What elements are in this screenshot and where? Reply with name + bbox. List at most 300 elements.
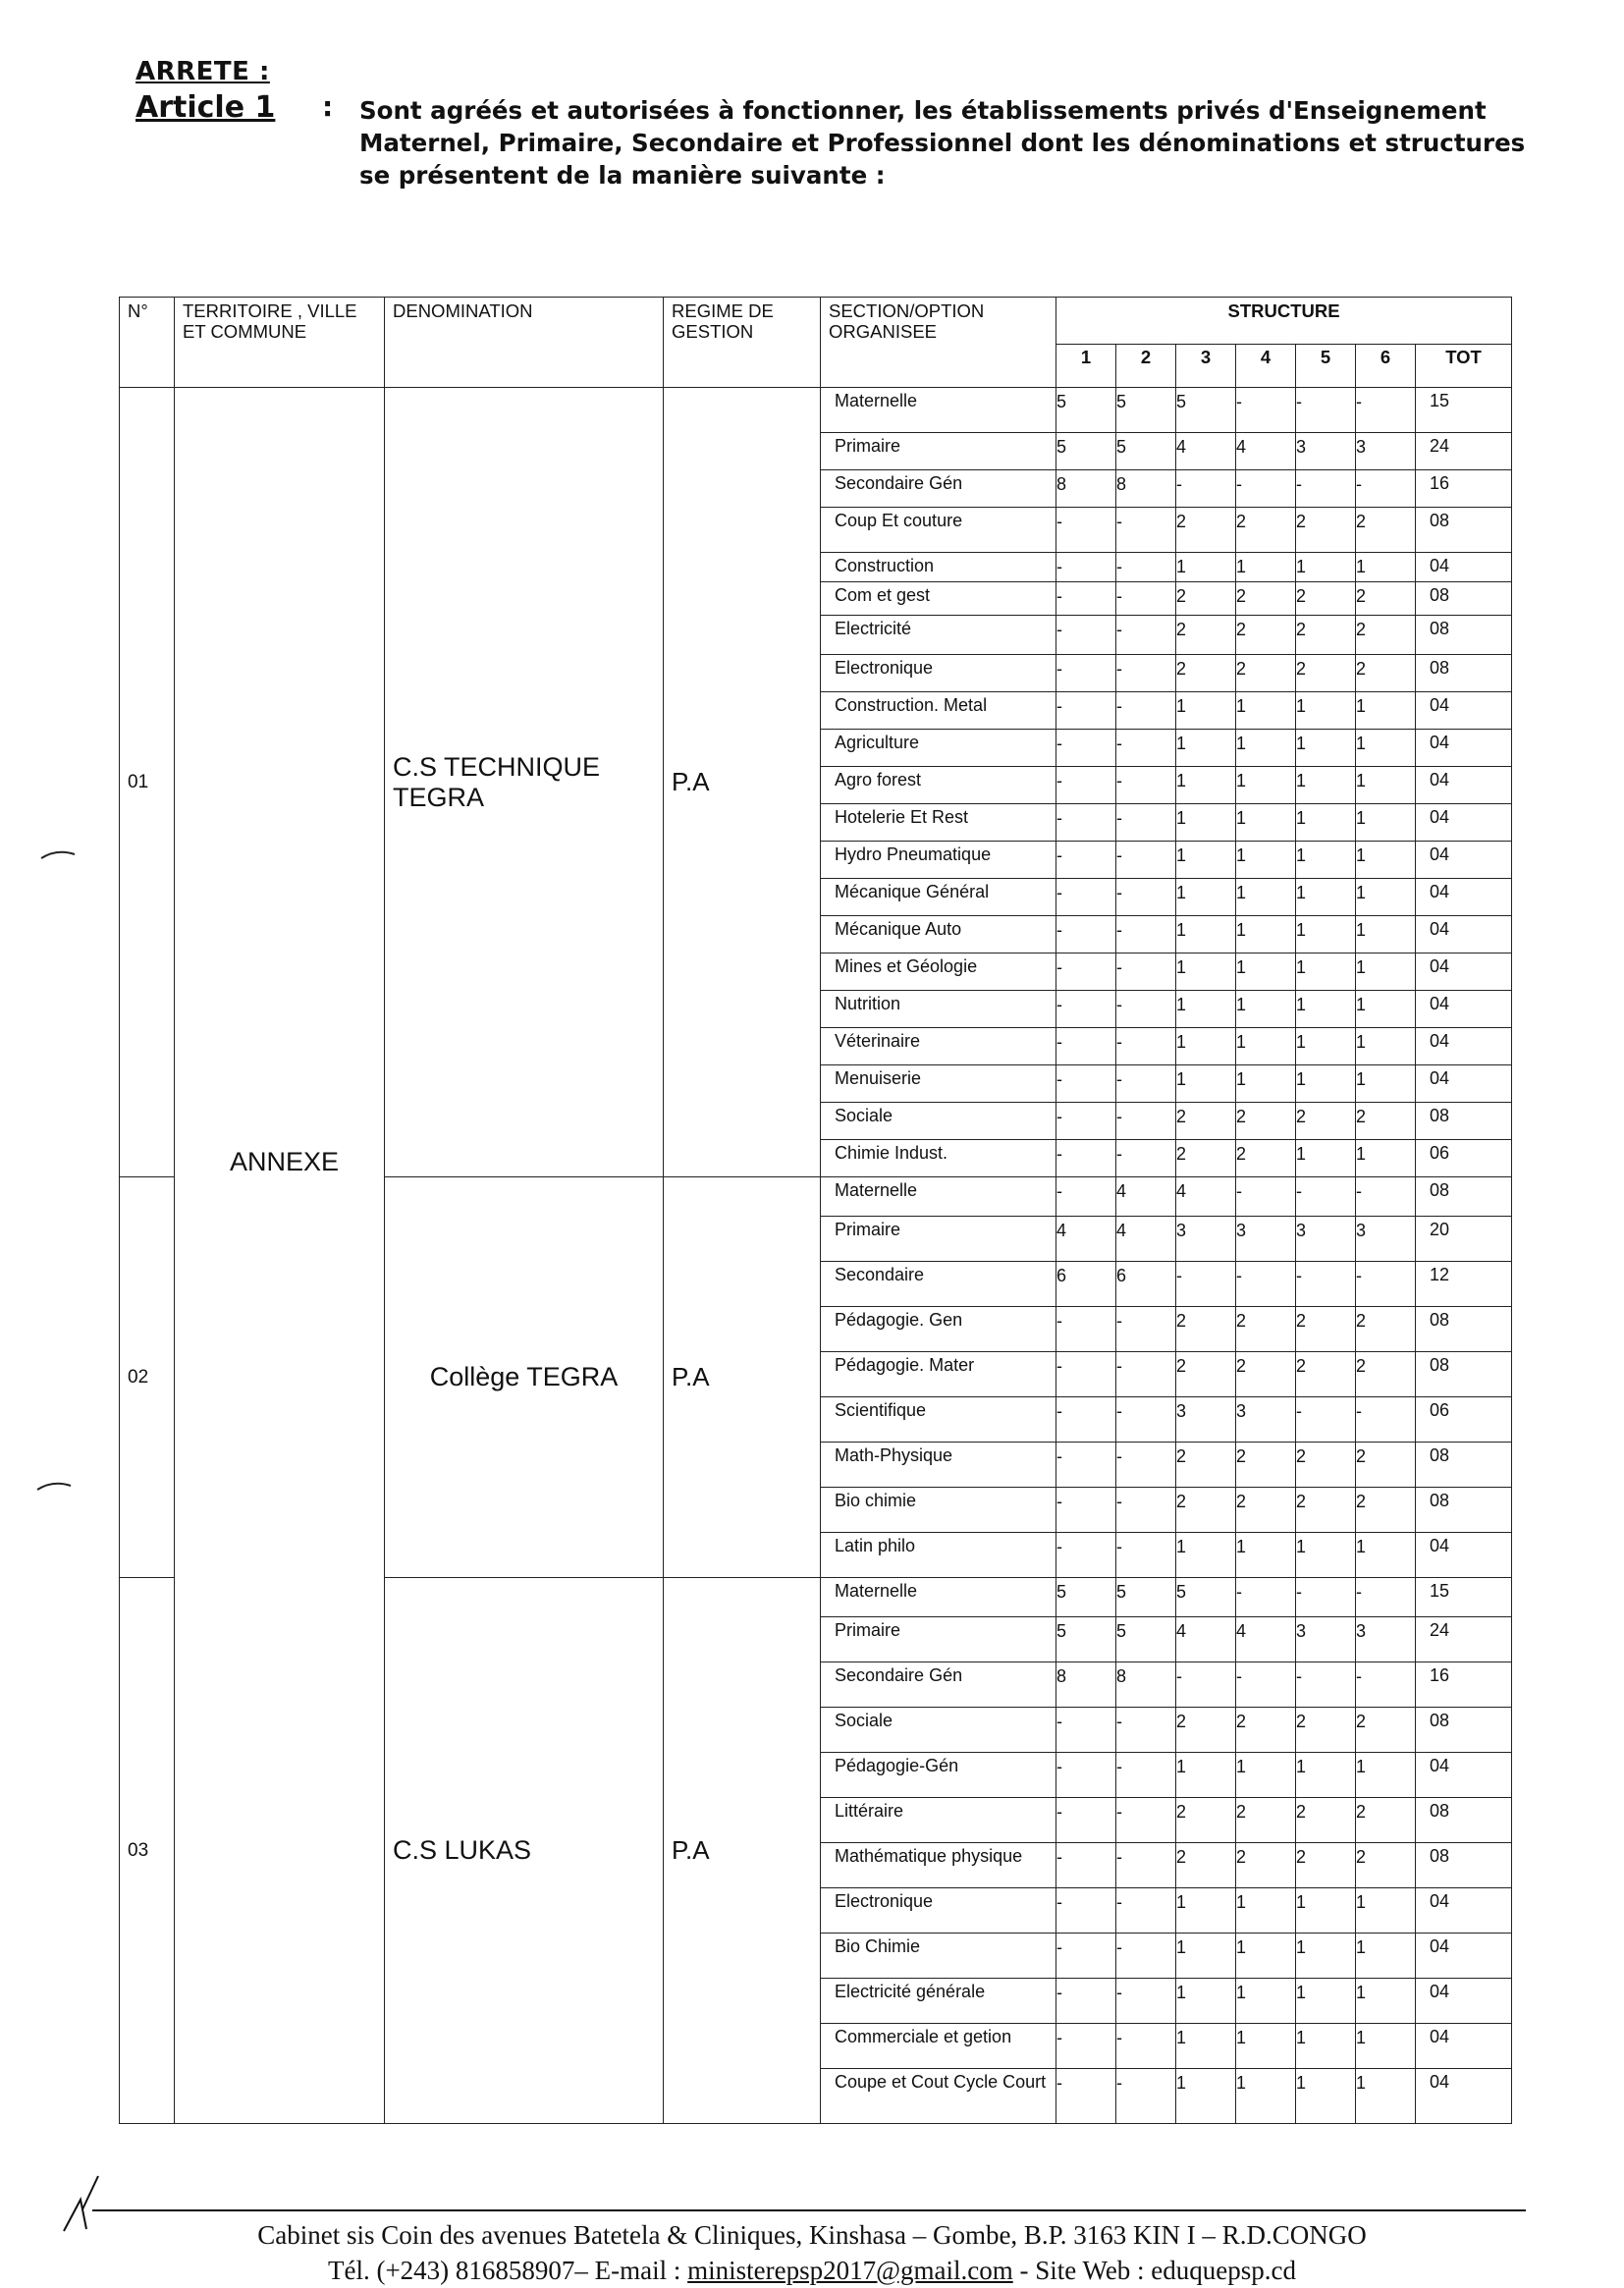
total-cell: 16 — [1416, 1662, 1512, 1708]
structure-cell: 1 — [1176, 1888, 1236, 1934]
structure-cell: - — [1116, 1843, 1176, 1888]
structure-cell: - — [1236, 1177, 1296, 1217]
structure-cell: - — [1116, 1103, 1176, 1140]
structure-cell: - — [1116, 1708, 1176, 1753]
structure-cell: - — [1296, 1262, 1356, 1307]
structure-cell: 2 — [1356, 508, 1416, 553]
structure-cell: 1 — [1176, 1028, 1236, 1065]
structure-cell: 1 — [1176, 1753, 1236, 1798]
section-option-cell: Sociale — [821, 1708, 1056, 1753]
structure-cell: 1 — [1356, 842, 1416, 879]
structure-cell: - — [1116, 1140, 1176, 1177]
total-cell: 12 — [1416, 1262, 1512, 1307]
structure-cell: 1 — [1176, 804, 1236, 842]
structure-cell: - — [1056, 1843, 1116, 1888]
structure-cell: - — [1116, 1979, 1176, 2024]
section-option-cell: Maternelle — [821, 388, 1056, 433]
structure-cell: - — [1296, 1662, 1356, 1708]
structure-cell: 1 — [1176, 2024, 1236, 2069]
section-option-cell: Pédagogie-Gén — [821, 1753, 1056, 1798]
structure-cell: 5 — [1116, 1578, 1176, 1617]
structure-cell: - — [1116, 2024, 1176, 2069]
structure-cell: - — [1056, 1140, 1116, 1177]
structure-cell: - — [1116, 655, 1176, 692]
section-option-cell: Coup Et couture — [821, 508, 1056, 553]
structure-cell: 1 — [1296, 767, 1356, 804]
article-colon: : — [322, 90, 334, 123]
structure-cell: 1 — [1356, 692, 1416, 730]
structure-cell: - — [1056, 1934, 1116, 1979]
header-structure: STRUCTURE — [1056, 298, 1512, 345]
structure-cell: 6 — [1056, 1262, 1116, 1307]
structure-cell: 1 — [1236, 953, 1296, 991]
structure-cell: - — [1116, 1533, 1176, 1578]
header-col-year: 3 — [1176, 345, 1236, 388]
structure-cell: 2 — [1356, 1103, 1416, 1140]
structure-cell: 2 — [1176, 1307, 1236, 1352]
structure-cell: 2 — [1296, 1843, 1356, 1888]
section-option-cell: Secondaire — [821, 1262, 1056, 1307]
footer-divider — [92, 2209, 1526, 2211]
structure-cell: 1 — [1356, 804, 1416, 842]
total-cell: 04 — [1416, 1934, 1512, 1979]
structure-cell: 1 — [1236, 767, 1296, 804]
structure-cell: - — [1236, 1662, 1296, 1708]
structure-cell: 1 — [1236, 1979, 1296, 2024]
structure-cell: 2 — [1356, 582, 1416, 616]
structure-cell: - — [1116, 953, 1176, 991]
structure-cell: 1 — [1356, 553, 1416, 582]
structure-cell: - — [1296, 1177, 1356, 1217]
structure-cell: - — [1056, 730, 1116, 767]
school-regime: P.A — [664, 388, 821, 1177]
structure-cell: 2 — [1236, 616, 1296, 655]
structure-cell: 1 — [1356, 767, 1416, 804]
structure-cell: 4 — [1236, 1617, 1296, 1662]
structure-cell: 2 — [1236, 1708, 1296, 1753]
section-option-cell: Véterinaire — [821, 1028, 1056, 1065]
structure-cell: 1 — [1356, 879, 1416, 916]
total-cell: 04 — [1416, 767, 1512, 804]
structure-cell: - — [1356, 470, 1416, 508]
structure-cell: 1 — [1296, 1888, 1356, 1934]
structure-cell: - — [1236, 388, 1296, 433]
structure-cell: - — [1056, 508, 1116, 553]
structure-cell: 5 — [1056, 433, 1116, 470]
structure-cell: 1 — [1296, 916, 1356, 953]
structure-cell: 5 — [1056, 388, 1116, 433]
structure-cell: - — [1056, 879, 1116, 916]
structure-cell: 1 — [1236, 553, 1296, 582]
total-cell: 15 — [1416, 388, 1512, 433]
structure-cell: - — [1056, 991, 1116, 1028]
school-number: 02 — [120, 1177, 175, 1578]
structure-cell: 1 — [1176, 553, 1236, 582]
structure-cell: 1 — [1176, 991, 1236, 1028]
total-cell: 04 — [1416, 2024, 1512, 2069]
structure-cell: 1 — [1296, 2069, 1356, 2124]
structure-cell: - — [1116, 1753, 1176, 1798]
header-col-total: TOT — [1416, 345, 1512, 388]
structure-cell: 1 — [1236, 879, 1296, 916]
structure-cell: 1 — [1356, 1753, 1416, 1798]
section-option-cell: Com et gest — [821, 582, 1056, 616]
structure-cell: 8 — [1056, 470, 1116, 508]
structure-cell: - — [1116, 582, 1176, 616]
section-option-cell: Construction. Metal — [821, 692, 1056, 730]
structure-cell: 1 — [1176, 2069, 1236, 2124]
structure-cell: 1 — [1296, 1028, 1356, 1065]
header-territoire: TERRITOIRE , VILLE ET COMMUNE — [175, 298, 385, 388]
school-regime: P.A — [664, 1177, 821, 1578]
section-option-cell: Hotelerie Et Rest — [821, 804, 1056, 842]
total-cell: 24 — [1416, 1617, 1512, 1662]
structure-cell: - — [1056, 582, 1116, 616]
section-option-cell: Mines et Géologie — [821, 953, 1056, 991]
section-option-cell: Sociale — [821, 1103, 1056, 1140]
structure-cell: - — [1056, 2024, 1116, 2069]
total-cell: 04 — [1416, 1979, 1512, 2024]
total-cell: 08 — [1416, 1352, 1512, 1397]
structure-cell: 4 — [1176, 1617, 1236, 1662]
structure-cell: - — [1296, 1578, 1356, 1617]
structure-cell: 2 — [1356, 1307, 1416, 1352]
structure-cell: 1 — [1296, 1979, 1356, 2024]
article-1 — [135, 90, 1530, 191]
structure-cell: 5 — [1056, 1578, 1116, 1617]
structure-cell: - — [1056, 1065, 1116, 1103]
structure-cell: - — [1116, 2069, 1176, 2124]
structure-cell: - — [1116, 1798, 1176, 1843]
structure-cell: 3 — [1236, 1397, 1296, 1443]
structure-cell: 3 — [1176, 1217, 1236, 1262]
header-col-year: 5 — [1296, 345, 1356, 388]
total-cell: 04 — [1416, 804, 1512, 842]
structure-cell: - — [1116, 916, 1176, 953]
school-number: 03 — [120, 1578, 175, 2124]
structure-cell: 1 — [1236, 1753, 1296, 1798]
section-option-cell: Electronique — [821, 655, 1056, 692]
structure-cell: 1 — [1356, 991, 1416, 1028]
structure-cell: 2 — [1296, 1352, 1356, 1397]
structure-cell: - — [1056, 842, 1116, 879]
structure-cell: 1 — [1356, 1979, 1416, 2024]
structure-cell: 1 — [1296, 1140, 1356, 1177]
structure-cell: - — [1056, 767, 1116, 804]
structure-cell: 5 — [1176, 1578, 1236, 1617]
structure-cell: - — [1116, 1443, 1176, 1488]
total-cell: 24 — [1416, 433, 1512, 470]
section-option-cell: Bio chimie — [821, 1488, 1056, 1533]
structure-cell: 1 — [1236, 842, 1296, 879]
structure-cell: - — [1056, 1028, 1116, 1065]
structure-cell: - — [1056, 1103, 1116, 1140]
margin-tick — [35, 1478, 75, 1494]
structure-cell: 1 — [1236, 804, 1296, 842]
structure-cell: - — [1356, 1662, 1416, 1708]
section-option-cell: Mécanique Général — [821, 879, 1056, 916]
section-option-cell: Construction — [821, 553, 1056, 582]
structure-cell: - — [1296, 470, 1356, 508]
footer-address: Cabinet sis Coin des avenues Batetela & Cliniques, Kinshasa – Gombe, B.P. 3163 KIN I – R.D.CONGO — [257, 2220, 1367, 2250]
structure-cell: - — [1236, 470, 1296, 508]
structure-cell: 1 — [1356, 730, 1416, 767]
section-option-cell: Math-Physique — [821, 1443, 1056, 1488]
section-option-cell: Electricité — [821, 616, 1056, 655]
structure-cell: - — [1116, 1488, 1176, 1533]
structure-cell: 2 — [1176, 1443, 1236, 1488]
structure-cell: - — [1056, 1979, 1116, 2024]
structure-cell: - — [1056, 1307, 1116, 1352]
structure-cell: - — [1116, 767, 1176, 804]
structure-cell: 2 — [1176, 1798, 1236, 1843]
structure-cell: - — [1116, 1352, 1176, 1397]
article-label: Article 1 — [135, 90, 276, 125]
header-regime: REGIME DE GESTION — [664, 298, 821, 388]
structure-cell: - — [1056, 1753, 1116, 1798]
structure-cell: 1 — [1176, 916, 1236, 953]
structure-cell: 3 — [1296, 433, 1356, 470]
structure-cell: - — [1116, 1307, 1176, 1352]
article-text: Sont agréés et autorisées à fonctionner, les établissements privés d'Enseignement Maternel, Primaire, Secondaire et Professionnel dont les dénominations et structures se présentent de la manière suivante : — [359, 96, 1526, 190]
structure-cell: 2 — [1356, 1443, 1416, 1488]
structure-cell: - — [1056, 916, 1116, 953]
total-cell: 15 — [1416, 1578, 1512, 1617]
structure-cell: 1 — [1176, 842, 1236, 879]
structure-cell: - — [1116, 508, 1176, 553]
structure-cell: 1 — [1236, 2069, 1296, 2124]
structure-cell: 8 — [1116, 1662, 1176, 1708]
section-option-cell: Primaire — [821, 1217, 1056, 1262]
footer-website: - Site Web : eduquepsp.cd — [1012, 2256, 1297, 2285]
structure-cell: 1 — [1176, 1979, 1236, 2024]
structure-cell: - — [1116, 1888, 1176, 1934]
structure-cell: 1 — [1176, 730, 1236, 767]
section-option-cell: Menuiserie — [821, 1065, 1056, 1103]
structure-cell: 1 — [1296, 553, 1356, 582]
structure-cell: 2 — [1296, 1708, 1356, 1753]
school-denomination: C.S TECHNIQUE TEGRA — [385, 388, 664, 1177]
structure-cell: - — [1296, 388, 1356, 433]
total-cell: 06 — [1416, 1140, 1512, 1177]
structure-cell: - — [1056, 1352, 1116, 1397]
structure-cell: - — [1056, 1533, 1116, 1578]
structure-cell: - — [1356, 1578, 1416, 1617]
structure-cell: 2 — [1236, 1488, 1296, 1533]
section-option-cell: Pédagogie. Mater — [821, 1352, 1056, 1397]
section-option-cell: Maternelle — [821, 1578, 1056, 1617]
structure-cell: 2 — [1176, 1352, 1236, 1397]
structure-cell: - — [1056, 1798, 1116, 1843]
structure-cell: - — [1056, 616, 1116, 655]
structure-cell: 1 — [1356, 916, 1416, 953]
section-option-cell: Electricité générale — [821, 1979, 1056, 2024]
structure-cell: - — [1176, 470, 1236, 508]
table-row — [120, 388, 1512, 433]
structure-cell: 4 — [1176, 1177, 1236, 1217]
structure-cell: 1 — [1356, 2069, 1416, 2124]
structure-cell: 1 — [1296, 692, 1356, 730]
structure-cell: - — [1056, 553, 1116, 582]
structure-cell: 1 — [1356, 1140, 1416, 1177]
school-denomination: Collège TEGRA — [385, 1177, 664, 1578]
structure-cell: - — [1116, 842, 1176, 879]
structure-cell: 5 — [1176, 388, 1236, 433]
structure-cell: 2 — [1236, 655, 1296, 692]
section-option-cell: Coupe et Cout Cycle Court — [821, 2069, 1056, 2124]
total-cell: 04 — [1416, 1028, 1512, 1065]
total-cell: 16 — [1416, 470, 1512, 508]
structure-cell: - — [1116, 1397, 1176, 1443]
structure-cell: 1 — [1356, 1888, 1416, 1934]
structure-cell: - — [1356, 1262, 1416, 1307]
structure-cell: 2 — [1296, 1103, 1356, 1140]
structure-cell: 1 — [1176, 1533, 1236, 1578]
structure-cell: 1 — [1356, 1934, 1416, 1979]
section-option-cell: Hydro Pneumatique — [821, 842, 1056, 879]
structure-cell: 2 — [1176, 655, 1236, 692]
total-cell: 08 — [1416, 1177, 1512, 1217]
header-col-year: 6 — [1356, 345, 1416, 388]
total-cell: 04 — [1416, 1888, 1512, 1934]
total-cell: 04 — [1416, 1065, 1512, 1103]
total-cell: 08 — [1416, 582, 1512, 616]
structure-cell: 4 — [1056, 1217, 1116, 1262]
structure-cell: - — [1056, 692, 1116, 730]
structure-cell: - — [1236, 1262, 1296, 1307]
section-option-cell: Bio Chimie — [821, 1934, 1056, 1979]
total-cell: 04 — [1416, 1533, 1512, 1578]
structure-cell: 2 — [1236, 1843, 1296, 1888]
structure-cell: - — [1296, 1397, 1356, 1443]
structure-cell: 3 — [1356, 1617, 1416, 1662]
header-col-year: 4 — [1236, 345, 1296, 388]
total-cell: 04 — [1416, 916, 1512, 953]
structure-cell: 1 — [1236, 1533, 1296, 1578]
structure-cell: 1 — [1236, 1934, 1296, 1979]
section-option-cell: Mathématique physique — [821, 1843, 1056, 1888]
structure-cell: 2 — [1176, 616, 1236, 655]
structure-cell: 5 — [1116, 1617, 1176, 1662]
structure-cell: 2 — [1236, 1103, 1296, 1140]
section-option-cell: Mécanique Auto — [821, 916, 1056, 953]
structure-cell: 2 — [1296, 1488, 1356, 1533]
header-no: N° — [120, 298, 175, 388]
total-cell: 08 — [1416, 1798, 1512, 1843]
structure-cell: 1 — [1236, 916, 1296, 953]
total-cell: 08 — [1416, 1488, 1512, 1533]
structure-cell: - — [1356, 388, 1416, 433]
section-option-cell: Agriculture — [821, 730, 1056, 767]
structure-cell: 1 — [1356, 1065, 1416, 1103]
structure-cell: 2 — [1296, 508, 1356, 553]
total-cell: 04 — [1416, 953, 1512, 991]
total-cell: 08 — [1416, 1443, 1512, 1488]
structure-cell: - — [1056, 1443, 1116, 1488]
footer-email-link[interactable]: ministerepsp2017@gmail.com — [687, 2256, 1013, 2285]
total-cell: 08 — [1416, 655, 1512, 692]
structure-cell: 2 — [1236, 1798, 1296, 1843]
structure-cell: 1 — [1296, 1533, 1356, 1578]
section-option-cell: Secondaire Gén — [821, 1662, 1056, 1708]
header-section: SECTION/OPTION ORGANISEE — [821, 298, 1056, 388]
structure-cell: 1 — [1296, 730, 1356, 767]
structure-cell: 2 — [1176, 1488, 1236, 1533]
structure-cell: 2 — [1296, 1307, 1356, 1352]
total-cell: 04 — [1416, 1753, 1512, 1798]
total-cell: 08 — [1416, 616, 1512, 655]
structure-cell: 1 — [1296, 1065, 1356, 1103]
total-cell: 20 — [1416, 1217, 1512, 1262]
structure-cell: 3 — [1296, 1217, 1356, 1262]
structure-cell: 2 — [1356, 655, 1416, 692]
section-option-cell: Latin philo — [821, 1533, 1056, 1578]
structure-cell: 1 — [1176, 692, 1236, 730]
structure-cell: - — [1056, 655, 1116, 692]
decree-heading — [135, 57, 1530, 191]
section-option-cell: Chimie Indust. — [821, 1140, 1056, 1177]
territoire-annexe: ANNEXE — [230, 1147, 340, 1176]
structure-cell: 2 — [1176, 1708, 1236, 1753]
structure-cell: 1 — [1176, 879, 1236, 916]
structure-cell: 2 — [1236, 1352, 1296, 1397]
section-option-cell: Scientifique — [821, 1397, 1056, 1443]
structure-cell: 4 — [1116, 1217, 1176, 1262]
structure-cell: 1 — [1236, 1028, 1296, 1065]
structure-cell: 1 — [1296, 1934, 1356, 1979]
structure-cell: - — [1176, 1662, 1236, 1708]
structure-cell: - — [1116, 804, 1176, 842]
header-col-year: 2 — [1116, 345, 1176, 388]
structure-cell: 3 — [1296, 1617, 1356, 1662]
structure-cell: 1 — [1236, 1888, 1296, 1934]
structure-cell: - — [1056, 1177, 1116, 1217]
structure-cell: 2 — [1176, 582, 1236, 616]
structure-cell: 2 — [1356, 1488, 1416, 1533]
structure-cell: - — [1056, 1397, 1116, 1443]
structure-cell: 1 — [1236, 2024, 1296, 2069]
total-cell: 08 — [1416, 1103, 1512, 1140]
structure-cell: 2 — [1356, 1708, 1416, 1753]
structure-cell: - — [1116, 1028, 1176, 1065]
structure-cell: 1 — [1296, 953, 1356, 991]
total-cell: 08 — [1416, 508, 1512, 553]
structure-cell: 8 — [1056, 1662, 1116, 1708]
structure-cell: 2 — [1356, 1798, 1416, 1843]
structure-cell: 3 — [1236, 1217, 1296, 1262]
margin-tick — [39, 846, 79, 862]
structure-cell: 3 — [1356, 1217, 1416, 1262]
total-cell: 08 — [1416, 1307, 1512, 1352]
school-regime: P.A — [664, 1578, 821, 2124]
structure-cell: 1 — [1356, 2024, 1416, 2069]
section-option-cell: Primaire — [821, 433, 1056, 470]
structure-cell: 2 — [1296, 1798, 1356, 1843]
structure-cell: - — [1116, 730, 1176, 767]
structure-cell: - — [1116, 991, 1176, 1028]
structure-cell: - — [1116, 616, 1176, 655]
structure-cell: 1 — [1356, 1028, 1416, 1065]
structure-cell: 1 — [1356, 953, 1416, 991]
structure-cell: - — [1116, 692, 1176, 730]
structure-cell: 1 — [1176, 1934, 1236, 1979]
structure-cell: 2 — [1176, 1140, 1236, 1177]
structure-cell: 2 — [1236, 582, 1296, 616]
total-cell: 04 — [1416, 730, 1512, 767]
header-col-year: 1 — [1056, 345, 1116, 388]
school-number: 01 — [120, 388, 175, 1177]
total-cell: 04 — [1416, 842, 1512, 879]
